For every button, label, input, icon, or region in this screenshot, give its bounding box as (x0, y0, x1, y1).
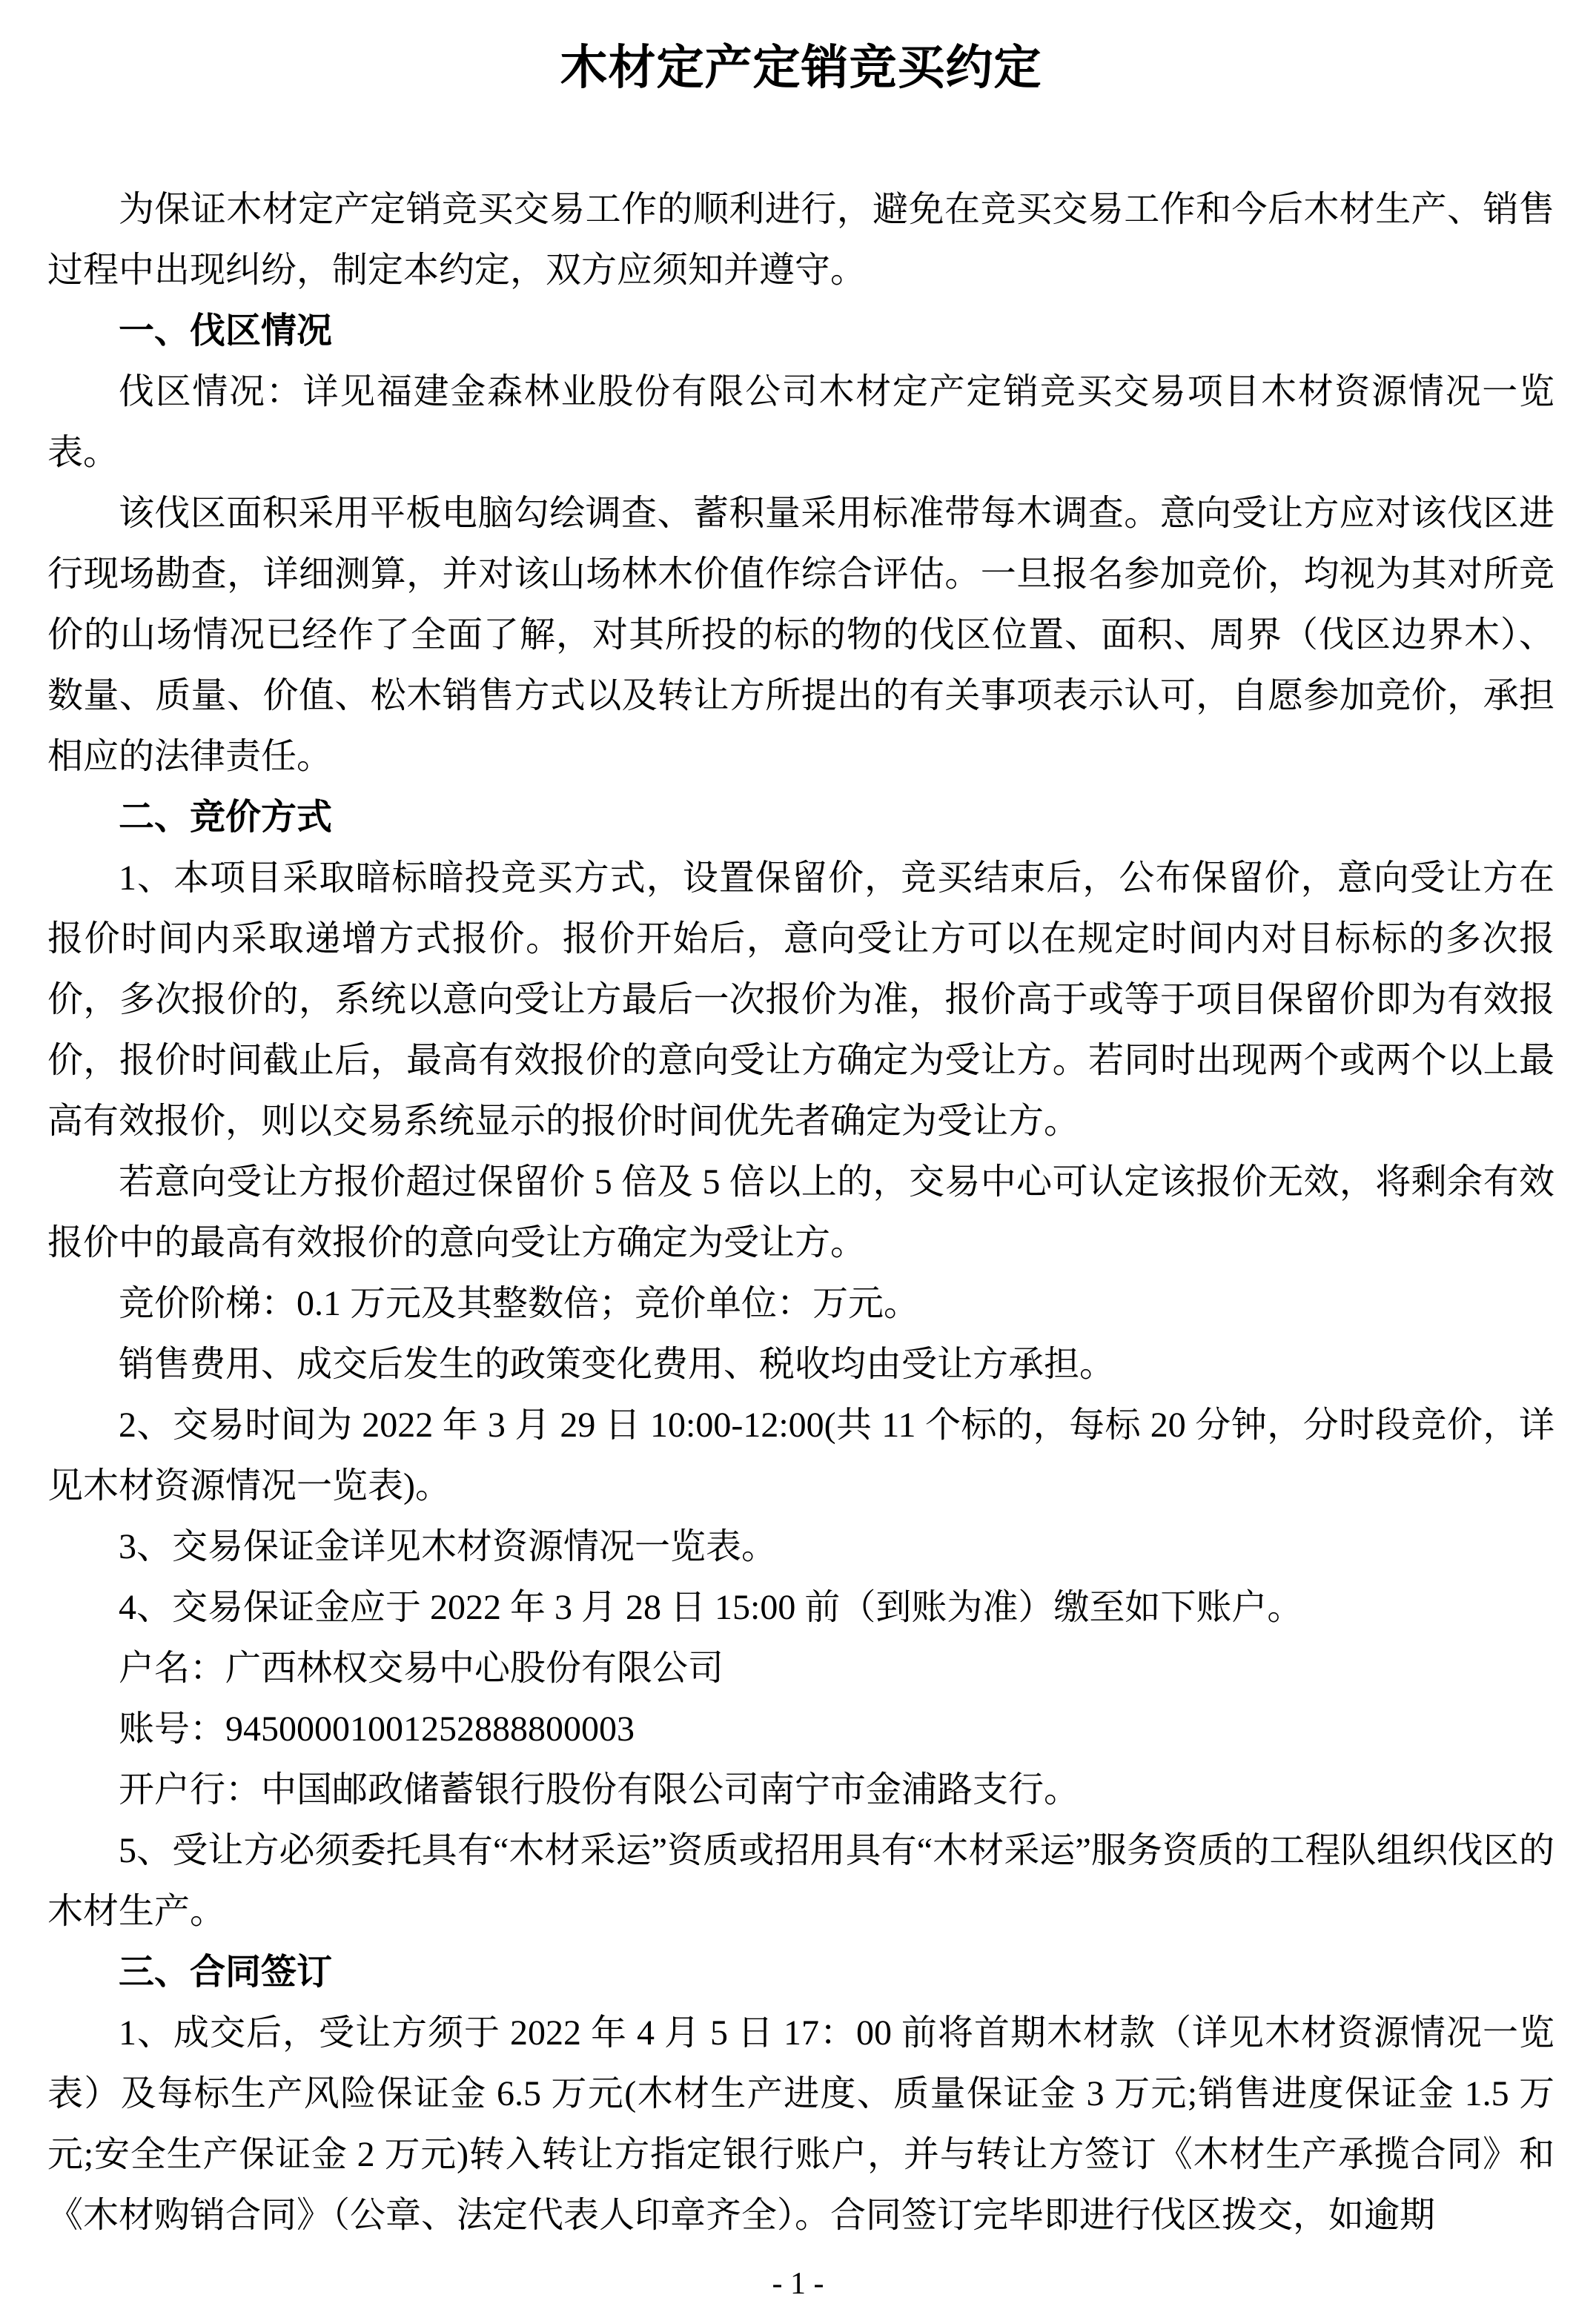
paragraph: 竞价阶梯：0.1 万元及其整数倍；竞价单位：万元。 (119, 1284, 920, 1323)
paragraph: 5、受让方必须委托具有“木材采运”资质或招用具有“木材采运”服务资质的工程队组织伐区的木材生产。 (47, 1831, 1554, 1931)
paragraph: 销售费用、成交后发生的政策变化费用、税收均由受让方承担。 (119, 1345, 1116, 1384)
section-heading-bidding-method: 二、竞价方式 (119, 798, 333, 837)
paragraph: 2、交易时间为 2022 年 3 月 29 日 10:00-12:00(共 11 个标的，每标 20 分钟，分时段竞价，详见木材资源情况一览表)。 (47, 1405, 1554, 1506)
section-heading-contract-signing: 三、合同签订 (119, 1953, 333, 1992)
paragraph: 伐区情况：详见福建金森林业股份有限公司木材定产定销竞买交易项目木材资源情况一览表。 (47, 372, 1554, 472)
section-heading-felling-area: 一、伐区情况 (119, 311, 333, 351)
account-bank-line: 开户行：中国邮政储蓄银行股份有限公司南宁市金浦路支行。 (119, 1770, 1080, 1809)
paragraph: 该伐区面积采用平板电脑勾绘调查、蓄积量采用标准带每木调查。意向受让方应对该伐区进行现场勘查，详细测算，并对该山场林木价值作综合评估。一旦报名参加竞价，均视为其对所竞价的山场情况已经作了全面了解，对其所投的标的物的伐区位置、面积、周界（伐区边界木）、数量、质量、价值、松木销售方式以及转让方所提出的有关事项表示认可，自愿参加竞价，承担相应的法律责任。 (47, 494, 1554, 776)
preamble-paragraph: 为保证木材定产定销竞买交易工作的顺利进行，避免在竞买交易工作和今后木材生产、销售过程中出现纠纷，制定本约定，双方应须知并遵守。 (47, 190, 1554, 290)
account-name-line: 户名：广西林权交易中心股份有限公司 (119, 1649, 724, 1688)
paragraph: 若意向受让方报价超过保留价 5 倍及 5 倍以上的，交易中心可认定该报价无效，将剩余有效报价中的最高有效报价的意向受让方确定为受让方。 (47, 1162, 1554, 1262)
paragraph: 4、交易保证金应于 2022 年 3 月 28 日 15:00 前（到账为准）缴至如下账户。 (119, 1588, 1303, 1627)
paragraph: 1、成交后，受让方须于 2022 年 4 月 5 日 17：00 前将首期木材款（详见木材资源情况一览表）及每标生产风险保证金 6.5 万元(木材生产进度、质量保证金 3 万元;销售进度保证金 1.5 万元;安全生产保证金 2 万元)转入转让方指定银行账户，并与转让方签订《木材生产承揽合同》和《木材购销合同》（公章、法定代表人印章齐全）。合同签订完毕即进行伐区拨交，如逾期 (47, 2013, 1554, 2235)
document-title: 木材定产定销竞买约定 (560, 42, 1042, 94)
paragraph: 1、本项目采取暗标暗投竞买方式，设置保留价，竞买结束后，公布保留价，意向受让方在报价时间内采取递增方式报价。报价开始后，意向受让方可以在规定时间内对目标标的多次报价，多次报价的，系统以意向受让方最后一次报价为准，报价高于或等于项目保留价即为有效报价，报价时间截止后，最高有效报价的意向受让方确定为受让方。若同时出现两个或两个以上最高有效报价，则以交易系统显示的报价时间优先者确定为受让方。 (47, 858, 1554, 1141)
account-number-line: 账号：94500001001252888800003 (119, 1709, 635, 1749)
paragraph: 3、交易保证金详见木材资源情况一览表。 (119, 1527, 778, 1566)
page-number: - 1 - (772, 2267, 824, 2301)
